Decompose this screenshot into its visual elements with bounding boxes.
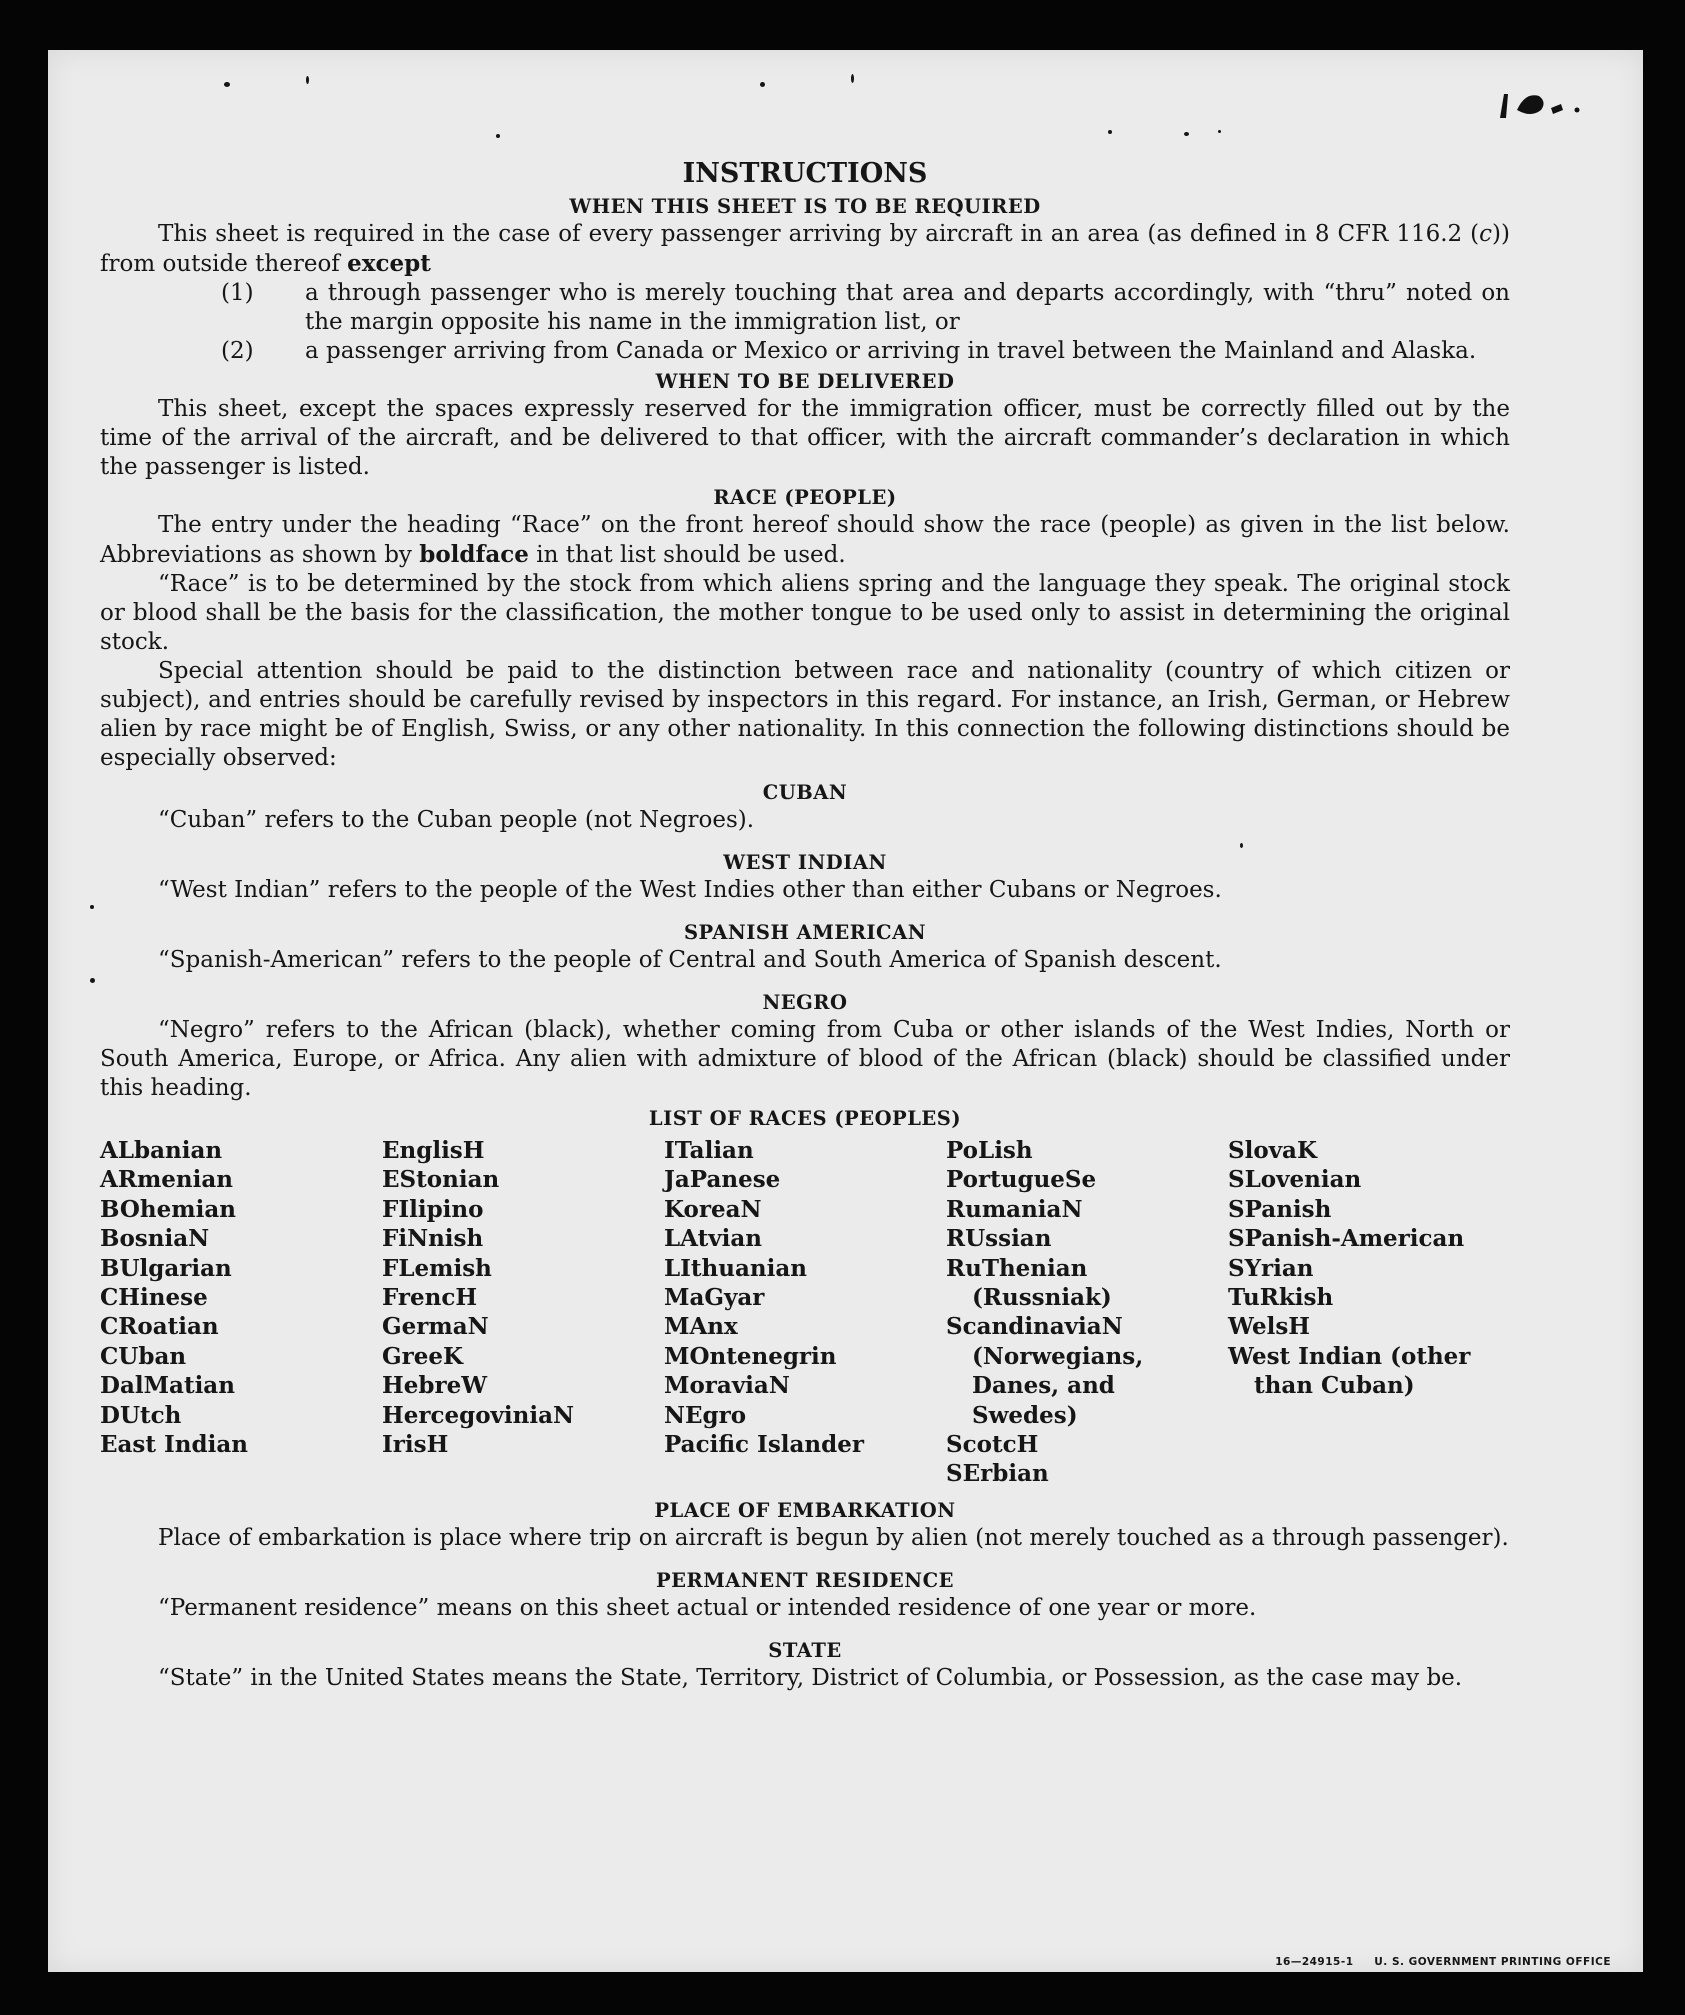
race-list-item: ARmenian [100,1166,234,1194]
scan-speck [90,978,95,983]
race-list-item: ScotcH [946,1431,1039,1459]
race-list-item: TuRkish [1228,1284,1334,1312]
race-paragraph-1: The entry under the heading “Race” on the front hereof should show the race (people) as given in the list below. Abbreviations as shown by boldface in that list should be used. [100,512,1510,568]
section-heading-west-indian: WEST INDIAN [723,851,887,874]
race-list-table [100,1136,1510,1489]
section-heading-negro: NEGRO [762,991,848,1014]
race-list-item: WelsH [1228,1313,1311,1341]
exception-item: (1) a through passenger who is merely touching that area and departs accordingly, with “thru” noted on the margin opposite his name in the immigration list, or [221,280,1510,335]
race-list-item: DUtch [100,1401,182,1429]
scan-speck [224,82,230,87]
race-list-item: PoLish [946,1137,1033,1164]
scan-speck [306,76,309,84]
race-list-item: MoraviaN [664,1372,790,1400]
scan-speck [1184,132,1189,136]
race-list-item: MaGyar [664,1284,765,1312]
race-list-item: HercegoviniaN [382,1401,575,1429]
document-page [48,50,1643,1972]
race-list-item: RUssian [946,1225,1052,1253]
race-list-item: SYrian [1228,1254,1314,1282]
race-list-item: FIlipino [382,1195,484,1223]
section-heading-state: STATE [768,1638,842,1662]
race-list-column [100,1136,382,1489]
race-list-item: KoreaN [664,1195,762,1223]
when-delivered-text: This sheet, except the spaces expressly reserved for the immigration officer, must be correctly filled out by the time of the arrival of the aircraft, and be delivered to that officer, with the aircraft commander’s declaration in which the passenger is listed. [100,396,1510,480]
scan-speck [851,74,854,83]
race-list-item: West Indian (other than Cuban) [1228,1342,1471,1400]
negro-text: “Negro” refers to the African (black), whether coming from Cuba or other islands of the West Indies, North or South America, Europe, or Africa. Any alien with admixture of blood of the African (black) should be classified under this heading. [100,1017,1510,1101]
race-list-item: PortugueSe [946,1166,1097,1194]
exception-item: (2) a passenger arriving from Canada or Mexico or arriving in travel between the Mainland and Alaska. [221,338,1477,364]
section-heading-when-required: WHEN THIS SHEET IS TO BE REQUIRED [569,195,1041,218]
race-list-item: EnglisH [382,1137,485,1164]
race-list-item: CHinese [100,1284,208,1312]
race-list-item: BUlgarian [100,1254,232,1282]
race-list-item: MOntenegrin [664,1342,837,1370]
race-list-item: FiNnish [382,1225,484,1253]
instructions-content [100,158,1510,1693]
race-list-item: NEgro [664,1401,747,1429]
race-list-item: CUban [100,1342,187,1370]
race-paragraph-2: “Race” is to be determined by the stock from which aliens spring and the language they speak. The original stock or blood shall be the basis for the classification, the mother tongue to be used only to assist in determining the original stock. [100,571,1510,655]
race-list-item: LAtvian [664,1225,762,1253]
race-list-item: SErbian [946,1460,1049,1488]
section-heading-when-delivered: WHEN TO BE DELIVERED [655,370,955,393]
race-list-item: East Indian [100,1431,248,1459]
printing-office-code: 16—24915-1 U. S. GOVERNMENT PRINTING OFFICE [1275,1956,1611,1968]
race-list-item: MAnx [664,1313,738,1341]
spanish-american-text: “Spanish-American” refers to the people of Central and South America of Spanish descent. [158,947,1222,973]
race-list-item: BOhemian [100,1195,236,1223]
scan-speck [760,82,765,87]
race-list-item: EStonian [382,1166,500,1194]
race-list-item: GreeK [382,1342,464,1370]
race-list-item: SlovaK [1228,1137,1317,1164]
race-list-item: RumaniaN [946,1195,1083,1223]
permanent-residence-text: “Permanent residence” means on this sheet actual or intended residence of one year or more. [158,1594,1257,1621]
section-heading-permanent-residence: PERMANENT RESIDENCE [655,1568,954,1592]
race-list-item: HebreW [382,1372,488,1400]
race-list-item: JaPanese [664,1166,781,1194]
cuban-text: “Cuban” refers to the Cuban people (not Negroes). [158,807,755,833]
race-list-item: IrisH [382,1431,449,1459]
state-text: “State” in the United States means the State, Territory, District of Columbia, or Possession, as the case may be. [158,1664,1463,1691]
race-list-item: FrencH [382,1284,478,1312]
race-list-item: RuThenian (Russniak) [946,1254,1112,1312]
section-heading-cuban: CUBAN [762,781,848,804]
west-indian-text: “West Indian” refers to the people of the West Indies other than either Cubans or Negroes. [158,877,1222,903]
race-list-item: SPanish-American [1228,1225,1465,1253]
section-heading-race: RACE (PEOPLE) [713,486,897,509]
exception-list [100,279,1510,366]
race-list-item: ITalian [664,1137,754,1164]
race-list-item: SLovenian [1228,1166,1362,1194]
race-paragraph-3: Special attention should be paid to the distinction between race and nationality (country of which citizen or subject), and entries should be carefully revised by inspectors in this regard. For instance, an Irish, German, or Hebrew alien by race might be of English, Swiss, or any other nationality. In this connection the following distinctions should be especially observed: [100,658,1510,771]
race-list-item: LIthuanian [664,1254,807,1282]
race-list-column [1228,1136,1510,1489]
race-list-item: GermaN [382,1313,489,1341]
race-list-column [664,1136,946,1489]
scan-corner-mark [1495,88,1585,128]
section-heading-place-of-embarkation: PLACE OF EMBARKATION [654,1498,956,1522]
race-list-item: BosniaN [100,1225,210,1253]
scan-speck [496,134,500,138]
section-heading-list-of-races: LIST OF RACES (PEOPLES) [648,1107,962,1130]
scan-speck [90,905,94,909]
race-list-item: FLemish [382,1254,492,1282]
place-of-embarkation-text: Place of embarkation is place where trip on aircraft is begun by alien (not merely touched as a through passenger). [158,1524,1509,1551]
race-list-item: ALbanian [100,1137,223,1164]
race-list-item: SPanish [1228,1195,1332,1223]
race-list-item: CRoatian [100,1313,219,1341]
section-heading-spanish-american: SPANISH AMERICAN [683,921,927,944]
race-list-item: ScandinaviaN (Norwegians, Danes, and Swedes) [946,1313,1144,1429]
document-title: INSTRUCTIONS [682,158,928,189]
scan-speck [1218,130,1221,133]
scan-speck [1108,130,1112,134]
when-required-intro: This sheet is required in the case of every passenger arriving by aircraft in an area (as defined in 8 CFR 116.2 (c)) from outside thereof except [100,221,1510,277]
race-list-column [946,1136,1228,1489]
race-list-column [382,1136,664,1489]
race-list-item: DalMatian [100,1372,235,1400]
race-list-item: Pacific Islander [664,1431,864,1459]
